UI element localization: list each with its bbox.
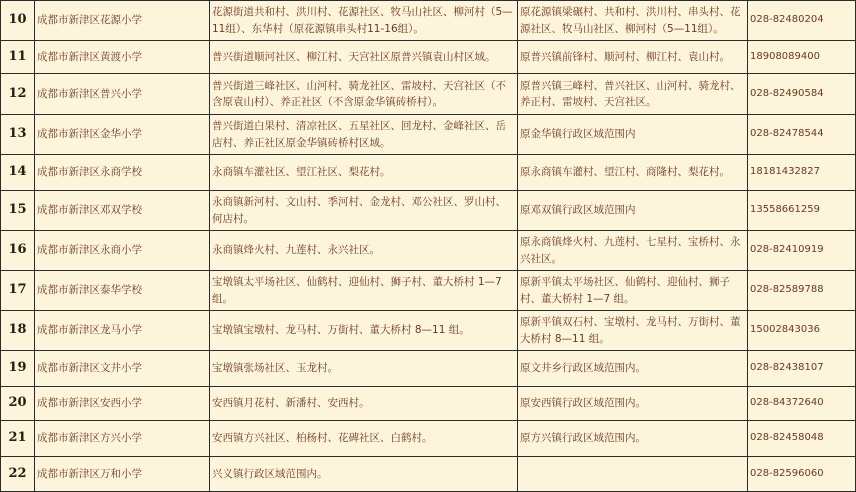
table-row [1,457,856,492]
new-district-area: 普兴街道三峰社区、山河村、骑龙社区、雷坡村、天宫社区（不含原袁山村）、养正社区（不含原金华镇砖桥村）。 [210,74,518,115]
row-number: 12 [1,74,35,115]
row-number: 17 [1,271,35,311]
row-number: 10 [1,1,35,41]
table-row [1,155,856,191]
table-row [1,74,856,115]
new-district-area: 兴义镇行政区域范围内。 [210,457,518,492]
row-number: 11 [1,41,35,74]
row-number: 16 [1,231,35,271]
old-district-area: 原安西镇行政区域范围内。 [518,387,748,421]
row-number: 13 [1,115,35,155]
contact-phone: 028-82490584 [748,74,856,115]
row-number: 20 [1,387,35,421]
contact-phone: 028-84372640 [748,387,856,421]
row-number: 18 [1,311,35,351]
new-district-area: 永商镇车灌社区、望江社区、梨花村。 [210,155,518,191]
old-district-area: 原新平镇双石村、宝墩村、龙马村、万街村、董大桥村 8—11 组。 [518,311,748,351]
old-district-area: 原邓双镇行政区域范围内 [518,191,748,231]
table-row [1,311,856,351]
new-district-area: 宝墩镇张场社区、玉龙村。 [210,351,518,387]
contact-phone: 13558661259 [748,191,856,231]
table-row [1,421,856,457]
table-row [1,1,856,41]
old-district-area: 原花源镇梁碾村、共和村、洪川村、串头村、花源社区、牧马山社区、柳河村（5—11组）。 [518,1,748,41]
new-district-area: 普兴街道白果村、清凉社区、五星社区、回龙村、金峰社区、岳店村、养正社区原金华镇砖桥村区域。 [210,115,518,155]
new-district-area: 永商镇新河村、文山村、季河村、金龙村、邓公社区、罗山村、何店村。 [210,191,518,231]
row-number: 19 [1,351,35,387]
table-row [1,351,856,387]
contact-phone: 028-82458048 [748,421,856,457]
old-district-area: 原新平镇太平场社区、仙鹤村、迎仙村、狮子村、董大桥村 1—7 组。 [518,271,748,311]
new-district-area: 安西镇月花村、新潘村、安西村。 [210,387,518,421]
contact-phone: 028-82596060 [748,457,856,492]
school-name: 成都市新津区金华小学 [35,115,210,155]
school-name: 成都市新津区文井小学 [35,351,210,387]
old-district-area: 原普兴镇三峰村、普兴社区、山河村、骑龙村、养正村、雷坡村、天宫社区。 [518,74,748,115]
old-district-area: 原永商镇烽火村、九莲村、七星村、宝桥村、永兴社区。 [518,231,748,271]
old-district-area [518,457,748,492]
school-name: 成都市新津区邓双学校 [35,191,210,231]
school-name: 成都市新津区万和小学 [35,457,210,492]
contact-phone: 15002843036 [748,311,856,351]
school-name: 成都市新津区方兴小学 [35,421,210,457]
contact-phone: 028-82480204 [748,1,856,41]
row-number: 22 [1,457,35,492]
table-row [1,41,856,74]
contact-phone: 028-82438107 [748,351,856,387]
contact-phone: 028-82478544 [748,115,856,155]
contact-phone: 18908089400 [748,41,856,74]
old-district-area: 原普兴镇前锋村、顺河村、柳江村、袁山村。 [518,41,748,74]
row-number: 15 [1,191,35,231]
old-district-area: 原永商镇车灌村、望江村、商隆村、梨花村。 [518,155,748,191]
new-district-area: 花源街道共和村、洪川村、花源社区、牧马山社区、柳河村（5—11组）、东华村（原花源镇串头村11-16组）。 [210,1,518,41]
table-row [1,231,856,271]
row-number: 21 [1,421,35,457]
new-district-area: 安西镇方兴社区、柏杨村、花碑社区、白鹤村。 [210,421,518,457]
table-row [1,191,856,231]
contact-phone: 18181432827 [748,155,856,191]
old-district-area: 原金华镇行政区域范围内 [518,115,748,155]
new-district-area: 普兴街道顺河社区、柳江村、天宫社区原普兴镇袁山村区域。 [210,41,518,74]
school-name: 成都市新津区龙马小学 [35,311,210,351]
new-district-area: 永商镇烽火村、九莲村、永兴社区。 [210,231,518,271]
school-name: 成都市新津区花源小学 [35,1,210,41]
new-district-area: 宝墩镇太平场社区、仙鹤村、迎仙村、狮子村、董大桥村 1—7 组。 [210,271,518,311]
old-district-area: 原方兴镇行政区域范围内。 [518,421,748,457]
table-row [1,387,856,421]
contact-phone: 028-82589788 [748,271,856,311]
table-body [1,1,856,492]
school-name: 成都市新津区永商小学 [35,231,210,271]
school-name: 成都市新津区安西小学 [35,387,210,421]
school-name: 成都市新津区黄渡小学 [35,41,210,74]
new-district-area: 宝墩镇宝墩村、龙马村、万街村、董大桥村 8—11 组。 [210,311,518,351]
old-district-area: 原文井乡行政区域范围内。 [518,351,748,387]
school-name: 成都市新津区永商学校 [35,155,210,191]
school-name: 成都市新津区泰华学校 [35,271,210,311]
table-row [1,271,856,311]
table-row [1,115,856,155]
row-number: 14 [1,155,35,191]
contact-phone: 028-82410919 [748,231,856,271]
school-name: 成都市新津区普兴小学 [35,74,210,115]
